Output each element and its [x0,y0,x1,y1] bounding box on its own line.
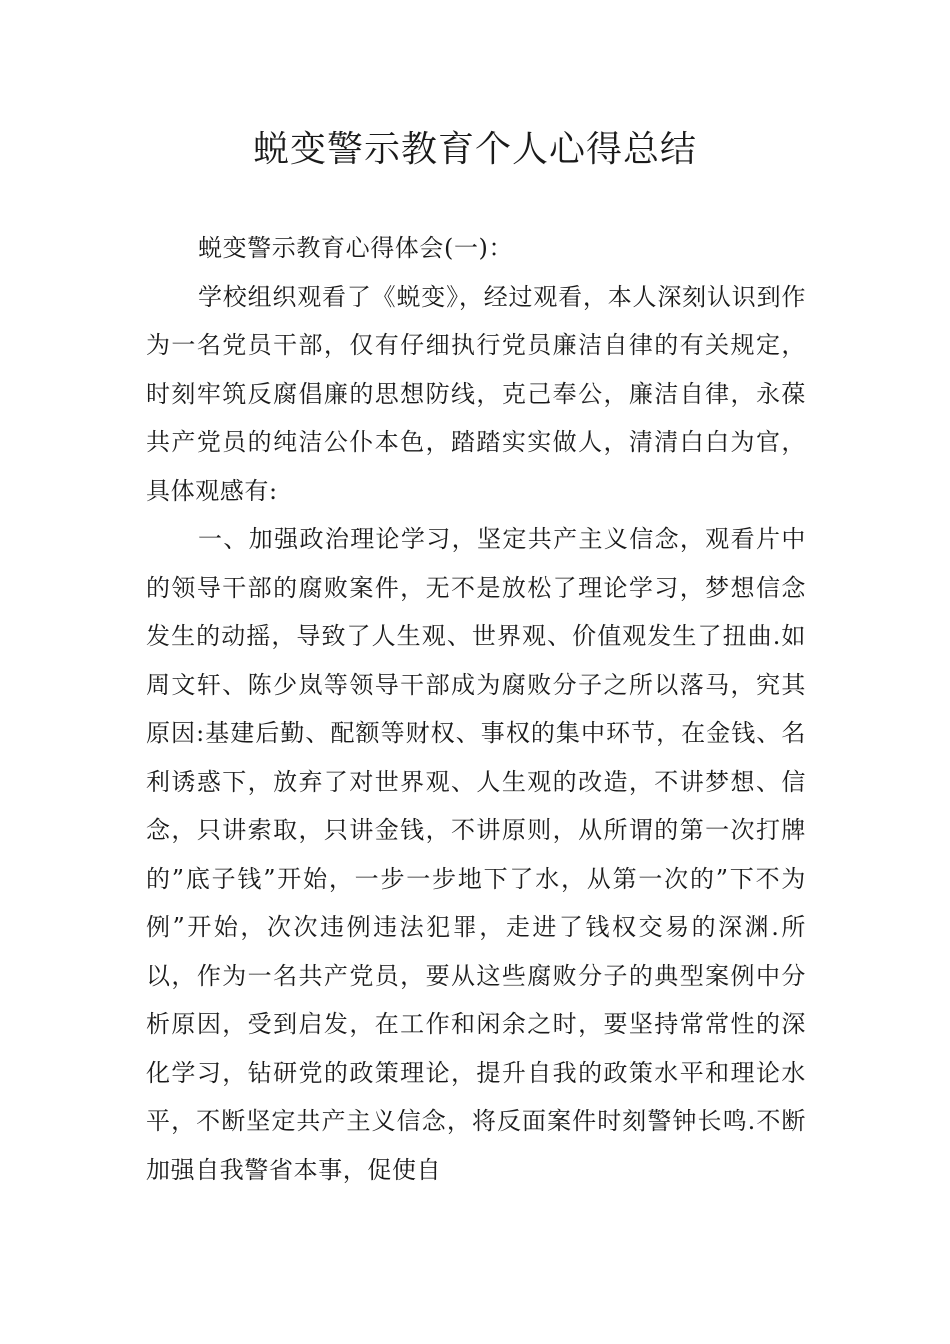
paragraph-point-one: 一、加强政治理论学习，坚定共产主义信念，观看片中的领导干部的腐败案件，无不是放松了理论学习，梦想信念发生的动摇，导致了人生观、世界观、价值观发生了扭曲.如周文轩、陈少岚等领导干部成为腐败分子之所以落马，究其原因:基建后勤、配额等财权、事权的集中环节，在金钱、名利诱惑下，放弃了对世界观、人生观的改造，不讲梦想、信念，只讲索取，只讲金钱，不讲原则，从所谓的第一次打牌的”底子钱”开始，一步一步地下了水，从第一次的”下不为例”开始，次次违例违法犯罪，走进了钱权交易的深渊.所以，作为一名共产党员，要从这些腐败分子的典型案例中分析原因，受到启发，在工作和闲余之时，要坚持常常性的深化学习，钻研党的政策理论，提升自我的政策水平和理论水平，不断坚定共产主义信念，将反面案件时刻警钟长鸣.不断加强自我警省本事，促使自 [146,525,806,1184]
paragraph-heading: 蜕变警示教育心得体会(一)： [198,234,514,262]
document-body [146,224,806,1194]
document-title: 蜕变警示教育个人心得总结 [252,129,697,170]
paragraph-intro: 学校组织观看了《蜕变》，经过观看，本人深刻认识到作为一名党员干部，仅有仔细执行党员廉洁自律的有关规定，时刻牢筑反腐倡廉的思想防线，克己奉公，廉洁自律，永葆共产党员的纯洁公仆本色，踏踏实实做人，清清白白为官，具体观感有: [146,282,806,505]
